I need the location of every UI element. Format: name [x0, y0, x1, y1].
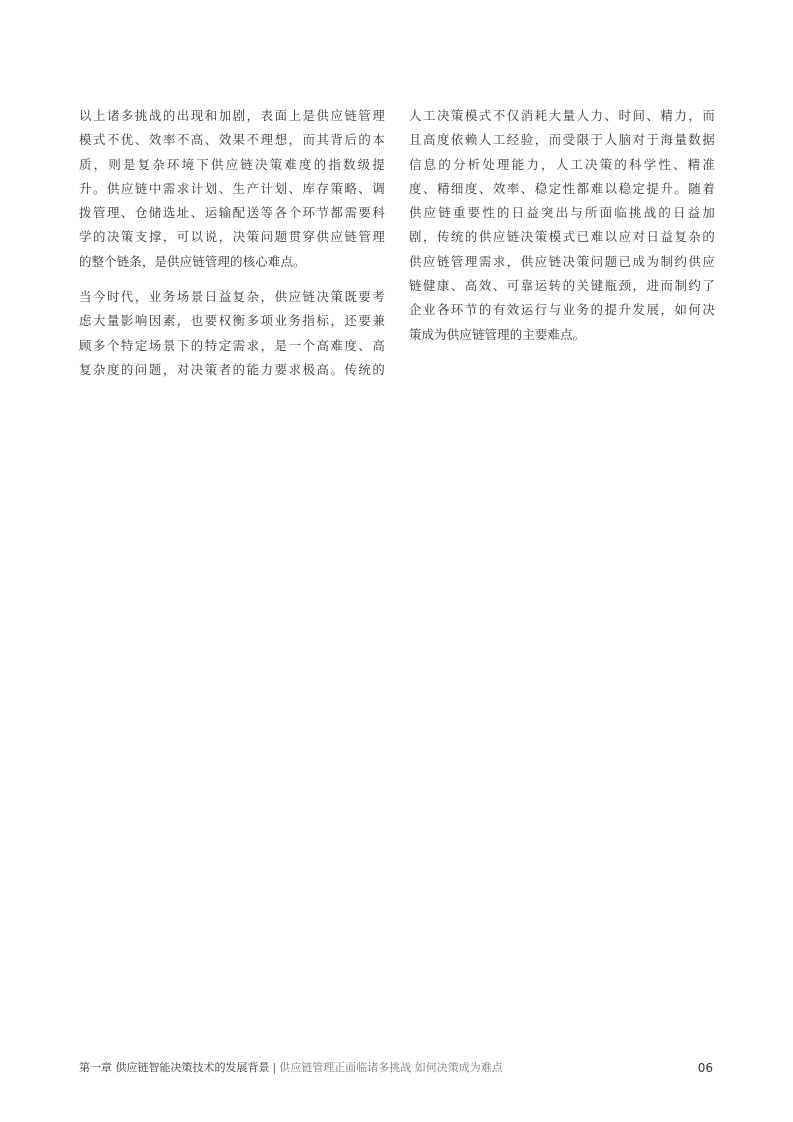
body-paragraph [79, 104, 385, 274]
text-line: 当今时代，业务场景日益复杂，供应链决策既要考 [79, 289, 385, 305]
text-line: 升。供应链中需求计划、生产计划、库存策略、调 [79, 180, 385, 196]
text-line: 的整个链条，是供应链管理的核心难点。 [79, 253, 306, 269]
text-line: 模式不优、效率不高、效果不理想，而其背后的本 [79, 132, 385, 148]
text-line: 剧，传统的供应链决策模式已难以应对日益复杂的 [409, 229, 715, 245]
footer-separator: | [272, 1061, 277, 1074]
footer-section-title: 供应链管理正面临诸多挑战 如何决策成为难点 [279, 1061, 503, 1074]
body-paragraph [79, 285, 385, 382]
text-line: 供应链重要性的日益突出与所面临挑战的日益加 [409, 205, 715, 221]
text-line: 质，则是复杂环境下供应链决策难度的指数级提 [79, 156, 385, 172]
text-line: 复杂度的问题，对决策者的能力要求极高。传统的 [79, 361, 385, 377]
text-line: 人工决策模式不仅消耗大量人力、时间、精力，而 [409, 108, 715, 123]
page-number: 06 [697, 1061, 713, 1075]
text-line: 且高度依赖人工经验，而受限于人脑对于海量数据 [409, 132, 715, 148]
text-line: 虑大量影响因素，也要权衡多项业务指标，还要兼 [79, 313, 385, 329]
text-line: 度、精细度、效率、稳定性都难以稳定提升。随着 [409, 180, 715, 196]
body-paragraph [409, 104, 715, 347]
text-line: 学的决策支撑，可以说，决策问题贯穿供应链管理 [79, 229, 385, 245]
page-footer [79, 1060, 713, 1076]
left-column [79, 104, 385, 382]
text-line: 企业各环节的有效运行与业务的提升发展，如何决 [409, 302, 715, 318]
text-line: 链健康、高效、可靠运转的关键瓶颈，进而制约了 [409, 278, 715, 294]
footer-chapter-title: 第一章 供应链智能决策技术的发展背景 [79, 1061, 270, 1074]
text-line: 信息的分析处理能力，人工决策的科学性、精准 [409, 156, 715, 172]
text-line: 拨管理、仓储选址、运输配送等各个环节都需要科 [79, 205, 385, 221]
text-line: 供应链管理需求，供应链决策问题已成为制约供应 [409, 253, 715, 269]
text-line: 以上诸多挑战的出现和加剧，表面上是供应链管理 [79, 108, 385, 123]
text-line: 策成为供应链管理的主要难点。 [409, 326, 586, 342]
right-column [409, 104, 715, 347]
text-line: 顾多个特定场景下的特定需求，是一个高难度、高 [79, 337, 385, 353]
